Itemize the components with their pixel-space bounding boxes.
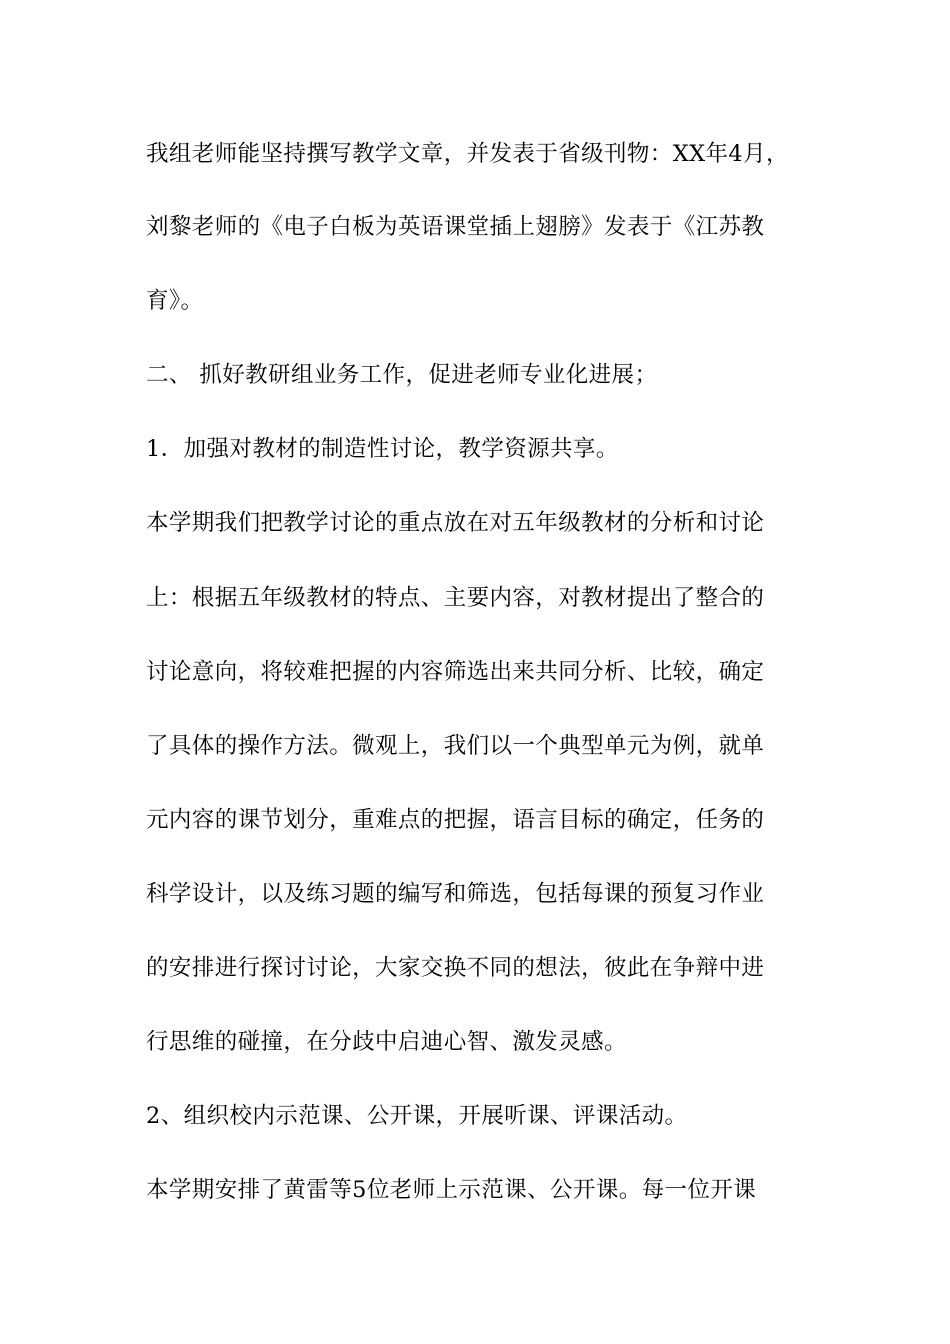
paragraph-line: 的安排进行探讨讨论，大家交换不同的想法，彼此在争辩中进: [146, 955, 765, 981]
paragraph-line: 讨论意向，将较难把握的内容筛选出来共同分析、比较，确定: [146, 659, 765, 685]
paragraph-line: 了具体的操作方法。微观上，我们以一个典型单元为例，就单: [146, 733, 765, 759]
subsection-heading: 2、组织校内示范课、公开课，开展听课、评课活动。: [146, 1103, 688, 1129]
paragraph-line: 育》。: [146, 288, 204, 314]
paragraph-line: 上：根据五年级教材的特点、主要内容，对教材提出了整合的: [146, 585, 765, 611]
subsection-heading: 1．加强对教材的制造性讨论，教学资源共享。: [146, 436, 619, 462]
paragraph-line: 刘黎老师的《电子白板为英语课堂插上翅膀》发表于《江苏教: [146, 214, 765, 240]
paragraph-line: 科学设计，以及练习题的编写和筛选，包括每课的预复习作业: [146, 881, 765, 907]
paragraph-line: 我组老师能坚持撰写教学文章，并发表于省级刊物：XX年4月，: [146, 141, 789, 167]
paragraph-line: 元内容的课节划分，重难点的把握，语言目标的确定，任务的: [146, 807, 765, 833]
paragraph-line: 本学期我们把教学讨论的重点放在对五年级教材的分析和讨论: [146, 510, 765, 536]
section-heading: 二、 抓好教研组业务工作，促进老师专业化进展；: [146, 362, 658, 388]
paragraph-line: 本学期安排了黄雷等5位老师上示范课、公开课。每一位开课: [146, 1177, 757, 1203]
paragraph-line: 行思维的碰撞，在分歧中启迪心智、激发灵感。: [146, 1029, 627, 1055]
